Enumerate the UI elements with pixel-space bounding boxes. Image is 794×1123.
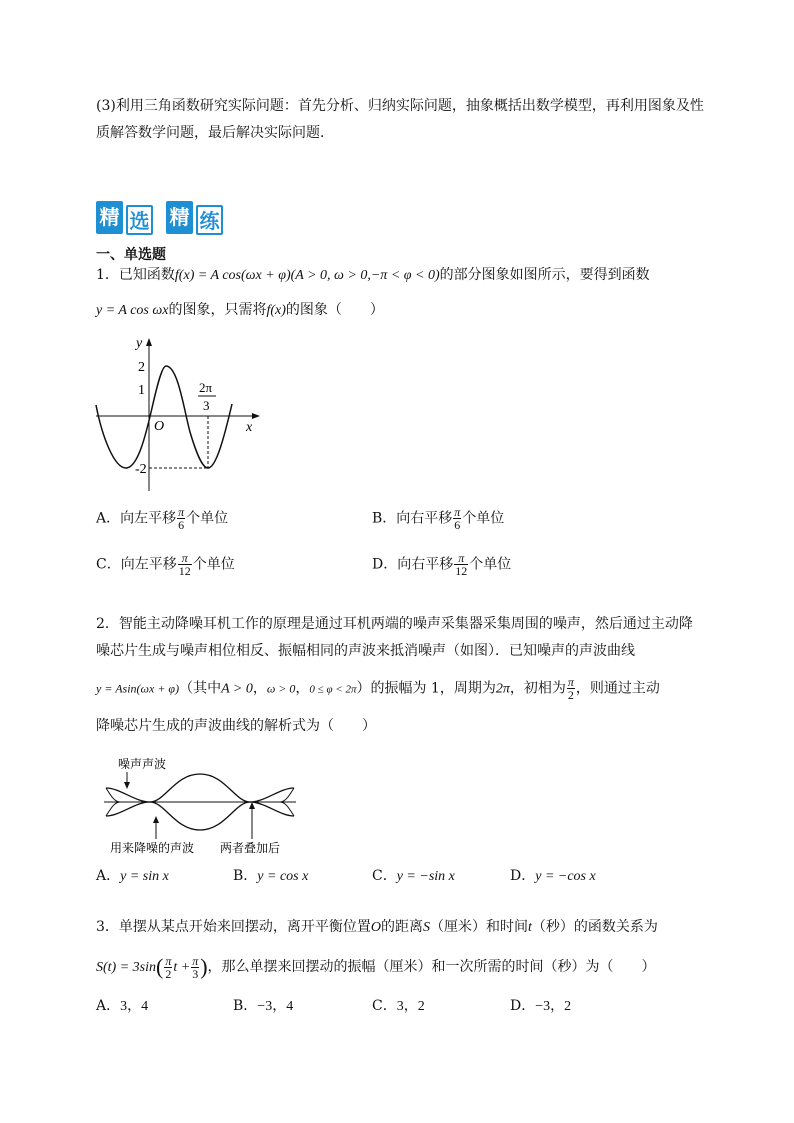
noise-arrow-head xyxy=(124,782,130,789)
q3-line-1 xyxy=(96,917,658,938)
intro-line-2: 质解答数学问题，最后解决实际问题． xyxy=(96,125,334,141)
badge-char-3: 精 xyxy=(166,201,193,234)
option-text-after: 个单位 xyxy=(186,510,229,527)
q2-line-2: 噪芯片生成与噪声相位相反、振幅相同的声波来抵消噪声（如图）．已知噪声的声波曲线 xyxy=(96,643,635,659)
option-text: 向右平移 xyxy=(397,556,454,573)
q2-sep: ， xyxy=(252,680,267,697)
fraction-denominator: 12 xyxy=(178,564,191,578)
intro-line-1: (3)利用三角函数研究实际问题：首先分析、归纳实际问题，抽象概括出数学模型，再利用图象及性 xyxy=(96,98,704,114)
option-letter: C． xyxy=(372,868,397,884)
q2-cond-phi: 0 ≤ φ < 2π xyxy=(309,683,357,696)
option-text: 3，4 xyxy=(120,999,149,1014)
q3-function-lhs: S(t) = 3sin xyxy=(96,960,156,975)
option-letter: D． xyxy=(510,868,536,884)
option-fraction xyxy=(454,552,468,577)
q3-text: ，那么单摆来回摆动的振幅（厘米）和一次所需的时间（秒）为（ ） xyxy=(207,959,656,975)
option-text: −3，2 xyxy=(535,999,572,1014)
badge-char-4: 练 xyxy=(196,205,223,235)
origin-label: O xyxy=(154,419,165,434)
fraction-numerator: π xyxy=(165,953,172,968)
option-letter: A． xyxy=(96,510,121,527)
noise-wave-label: 噪声声波 xyxy=(118,757,167,771)
q3-option-b[interactable] xyxy=(233,996,293,1017)
option-text: 向左平移 xyxy=(120,510,177,527)
q1-target-expr: y = A cos ωx xyxy=(96,303,169,318)
option-text: −3，4 xyxy=(257,999,294,1014)
option-letter: A． xyxy=(96,868,121,884)
option-text: 3，2 xyxy=(396,999,425,1014)
q3-text: 的距离 xyxy=(381,919,424,935)
option-letter: D． xyxy=(510,998,536,1014)
cancel-wave-curve xyxy=(106,802,294,830)
y-tick-neg2: -2 xyxy=(135,462,147,477)
y-axis-label: y xyxy=(136,336,143,351)
fraction-numerator: π xyxy=(454,552,468,565)
noise-wave-curve xyxy=(106,774,294,802)
q2-text: ，初相为 xyxy=(509,680,566,697)
option-fraction xyxy=(453,506,461,531)
fraction-denominator: 12 xyxy=(455,564,468,578)
q1-cosine-graph xyxy=(94,336,264,496)
fraction-numerator: π xyxy=(178,552,192,565)
q2-sep: ， xyxy=(295,680,310,697)
q1-option-b[interactable] xyxy=(372,506,504,531)
q1-line2-end: 的图象（ ） xyxy=(285,302,384,318)
section-title: 一、单选题 xyxy=(96,247,166,263)
q2-line-1: 2．智能主动降噪耳机工作的原理是通过耳机两端的噪声采集器采集周围的噪声，然后通过主动降 xyxy=(96,616,693,632)
q3-var-t: t xyxy=(528,920,532,935)
q2-cond-a: A > 0 xyxy=(221,681,253,697)
x-tick-numerator: 2π xyxy=(199,380,213,395)
option-text: 向左平移 xyxy=(120,556,177,573)
q1-option-c[interactable] xyxy=(96,552,235,577)
q1-line-2 xyxy=(96,300,384,321)
option-text-after: 个单位 xyxy=(469,556,512,573)
fraction-numerator: π xyxy=(192,953,199,968)
option-letter: B． xyxy=(233,998,258,1014)
right-crossing xyxy=(280,788,294,802)
q2-text: （其中 xyxy=(179,680,222,697)
fraction-denominator: 2 xyxy=(567,688,574,702)
left-paren: ( xyxy=(156,954,164,979)
q2-phase-fraction xyxy=(567,676,575,701)
fraction-denominator: 2 xyxy=(165,966,172,981)
q1-option-a[interactable] xyxy=(96,506,228,531)
q3-point-o: O xyxy=(370,920,382,935)
q2-option-d[interactable] xyxy=(510,866,596,887)
option-text: 向右平移 xyxy=(396,510,453,527)
q2-period: 2π xyxy=(495,681,510,697)
q2-option-c[interactable] xyxy=(372,866,455,887)
fraction-numerator: π xyxy=(178,505,185,519)
option-fraction xyxy=(178,552,192,577)
option-expr: y = sin x xyxy=(120,869,169,884)
right-paren: ) xyxy=(200,954,208,979)
x-axis-arrow xyxy=(252,413,260,419)
cancel-arrow-head xyxy=(153,816,159,823)
q2-cond-omega: ω > 0 xyxy=(266,681,296,696)
q2-curve-expr: y = Asin(ωx + φ) xyxy=(96,681,180,696)
q1-line-1 xyxy=(96,265,650,286)
q2-noise-figure xyxy=(100,754,300,858)
q1-suffix: 的部分图象如图所示，要得到函数 xyxy=(439,267,650,283)
fraction-denominator: 6 xyxy=(178,518,185,532)
q1-option-d[interactable] xyxy=(372,552,511,577)
fraction-denominator: 6 xyxy=(454,518,461,532)
y-tick-1: 1 xyxy=(138,383,145,398)
x-tick-denominator: 3 xyxy=(203,398,210,413)
q3-fraction-2 xyxy=(191,955,199,980)
left-crossing-2 xyxy=(106,802,120,816)
q3-t-plus: t + xyxy=(173,960,191,975)
option-text-after: 个单位 xyxy=(462,510,505,527)
y-axis-arrow xyxy=(146,338,152,346)
y-tick-2: 2 xyxy=(138,360,145,375)
q2-line-3 xyxy=(96,676,660,701)
q3-option-a[interactable] xyxy=(96,996,148,1017)
q1-line2-mid: 的图象，只需将 xyxy=(168,302,267,318)
right-crossing-2 xyxy=(280,802,294,816)
option-expr: y = cos x xyxy=(257,869,309,884)
option-letter: C． xyxy=(96,556,121,573)
q3-text: （秒）的函数关系为 xyxy=(531,919,658,935)
option-letter: B． xyxy=(372,510,397,527)
q3-option-d[interactable] xyxy=(510,996,571,1017)
q1-function-expr: f(x) = A cos(ωx + φ)(A > 0, ω > 0,−π < φ < 0) xyxy=(174,268,440,283)
fraction-numerator: π xyxy=(454,505,461,519)
q3-option-c[interactable] xyxy=(372,996,425,1017)
option-expr: y = −sin x xyxy=(396,869,455,884)
option-letter: D． xyxy=(372,556,398,573)
q1-prefix: 1．已知函数 xyxy=(96,267,175,283)
sum-wave-label: 两者叠加后 xyxy=(220,841,281,855)
option-fraction xyxy=(177,506,185,531)
q3-line-2 xyxy=(96,954,656,981)
cancel-wave-label: 用来降噪的声波 xyxy=(110,841,195,855)
q2-option-a[interactable] xyxy=(96,866,169,887)
option-expr: y = −cos x xyxy=(535,869,596,884)
q3-fraction-1 xyxy=(164,955,172,980)
left-crossing xyxy=(106,788,120,802)
q2-line-4: 降噪芯片生成的声波曲线的解析式为（ ） xyxy=(96,718,376,734)
fraction-numerator: π xyxy=(567,675,574,689)
q3-var-s: S xyxy=(423,920,431,935)
option-text-after: 个单位 xyxy=(192,556,235,573)
fraction-denominator: 3 xyxy=(192,966,199,981)
option-letter: C． xyxy=(372,998,397,1014)
q3-text: 3．单摆从某点开始来回摆动，离开平衡位置 xyxy=(96,919,371,935)
option-letter: A． xyxy=(96,998,121,1014)
badge-char-1: 精 xyxy=(96,201,123,234)
q2-option-b[interactable] xyxy=(233,866,308,887)
q3-text: （厘米）和时间 xyxy=(430,919,529,935)
q2-text: ）的振幅为 1，周期为 xyxy=(356,680,496,697)
badge-char-2: 选 xyxy=(126,205,153,235)
q2-text: ，则通过主动 xyxy=(575,680,660,697)
option-letter: B． xyxy=(233,868,258,884)
x-axis-label: x xyxy=(246,420,253,435)
q1-fx: f(x) xyxy=(266,303,286,318)
